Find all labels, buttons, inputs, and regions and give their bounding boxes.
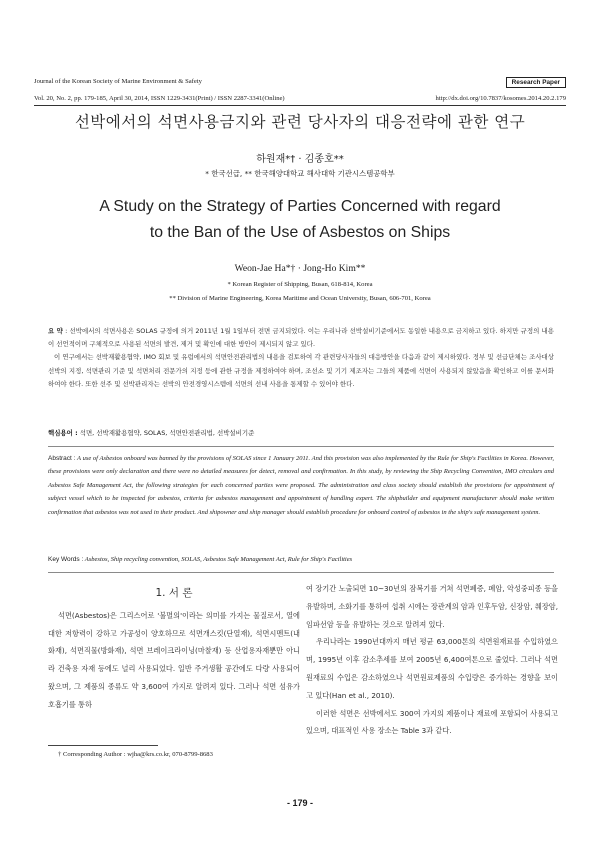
body-paragraph: 우리나라는 1990년대까지 매년 평균 63,000톤의 석면원재료를 수입하였으며, 1995년 이후 감소추세를 보여 2005년 6,400여톤으로 줄었다. 그러나 석면원재료의 수입은 감소하였으나 석면원료제품의 수입량은 증가하는 경향을 보이고 있다(Han et al., 2010). <box>306 637 558 700</box>
korean-authors: 하원재*† · 김종호** <box>256 154 344 165</box>
article-type-badge: Research Paper <box>506 77 566 88</box>
header-divider <box>34 105 566 106</box>
footnote-divider <box>48 745 158 746</box>
korean-keywords-label: 핵심용어 : <box>48 429 78 437</box>
body-paragraph: 이러한 석면은 선박에서도 300여 가지의 제품이나 재료에 포함되어 사용되고 있으며, 대표적인 사용 장소는 Table 3과 같다. <box>306 708 558 736</box>
keywords-divider <box>48 572 554 573</box>
korean-keywords <box>48 428 554 437</box>
english-title-line-2: to the Ban of the Use of Asbestos on Ships <box>149 224 451 241</box>
body-column-right <box>306 580 558 740</box>
journal-name: Journal of the Korean Society of Marine Environment & Safety <box>34 78 202 85</box>
body-paragraph: 여 장기간 노출되면 10~30년의 잠복기를 거쳐 석면폐증, 폐암, 악성중피종 등을 유발하며, 소화기를 통하여 섭취 시에는 장관계의 암과 인후두암, 신장암, 췌장암, 임파선암 등을 유발하는 것으로 알려져 있다. <box>306 584 558 629</box>
korean-title: 선박에서의 석면사용금지와 관련 당사자의 대응전략에 관한 연구 <box>74 113 526 131</box>
english-authors: Weon-Jae Ha*† · Jong-Ho Kim** <box>234 263 366 274</box>
english-title-line-1: A Study on the Strategy of Parties Concerned with regard <box>99 198 501 215</box>
korean-abstract-para-1: : 선박에서의 석면사용은 SOLAS 규정에 의거 2011년 1월 1일부터 전면 금지되었다. 이는 우리나라 선박설비기준에서도 동일한 내용으로 금지하고 있다. 하지만 규정의 내용이 선언적이며 구체적으로 사용된 석면의 발견, 제거 및 확인에 대한 방안이 제시되지 않고 있다. <box>48 327 554 349</box>
english-title <box>0 194 600 246</box>
korean-affiliations: * 한국선급, ** 한국해양대학교 해사대학 기관시스템공학부 <box>205 169 395 178</box>
section-title-introduction: 1. 서 론 <box>155 587 193 599</box>
english-abstract-label: Abstract : <box>48 455 76 462</box>
korean-abstract-para-2: 이 연구에서는 선박재활용협약, IMO 회보 및 유럽에서의 석면안전관리법의 내용을 검토하여 각 관련당사자들의 대응방안을 다음과 같이 제시하였다. 정부 및 선급단체는 조사대상 선박의 지정, 석면관리 기준 및 석면처리 전문가의 지정 등에 관한 규정을 제정하여야 하며, 조선소 및 기기 제조자는 그들의 제품에 석면이 사용되지 않았음을 확인하고 이를 문서화하여야 한다. 또한 선주 및 선박관리자는 선박의 안전경영시스템에 석면의 선내 사용을 통제할 수 있어야 한다. <box>48 353 554 388</box>
korean-abstract-label: 요 약 <box>48 327 63 335</box>
english-affiliation-2: ** Division of Marine Engineering, Korea Maritime and Ocean University, Busan, 606-701, Korea <box>169 295 431 302</box>
korean-keywords-text: 석면, 선박재활용협약, SOLAS, 석면안전관리법, 선박설비기준 <box>77 429 255 437</box>
journal-citation: Vol. 20, No. 2, pp. 179-185, April 30, 2014, ISSN 1229-3431(Print) / ISSN 2287-3341(Online) <box>34 95 285 102</box>
doi-link[interactable]: http://dx.doi.org/10.7837/kosomes.2014.20.2.179 <box>435 95 566 102</box>
english-affiliation-1: * Korean Register of Shipping, Busan, 618-814, Korea <box>227 281 373 288</box>
abstract-divider <box>48 446 554 447</box>
english-abstract <box>48 452 554 519</box>
english-keywords <box>48 556 554 563</box>
body-column-left <box>48 585 300 714</box>
korean-abstract <box>48 325 554 391</box>
english-keywords-text: Asbestos, Ship recycling convention, SOLAS, Asbestos Safe Management Act, Rule for Ship's Facilities <box>83 556 353 563</box>
page-number: - 179 - <box>286 798 313 808</box>
english-keywords-label: Key Words : <box>48 556 84 563</box>
body-paragraph: 석면(Asbestos)은 그리스어로 '불멸의'이라는 의미를 가지는 물질로서, 열에 대한 저항력이 강하고 가공성이 양호하므로 석면개스킷(단열재), 석면시멘트(내화재), 석면직물(방화재), 석면 브레이크라이닝(마찰재) 등 산업용자재뿐만 아니라 건축용 자재 등에도 널리 사용되었다. 일반 주거생활 공간에도 다량 사용되어 왔으며, 그 제품의 종류도 약 3,600여 가지로 알려져 있다. 그러나 석면 섬유가 호흡기를 통하 <box>48 610 300 709</box>
english-abstract-text: A use of Asbestos onboard was banned by the provisions of SOLAS since 1 January 2011. And this provision was also implemented by the Rule for Ship's Facilities in Korea. However, these provisions were only declaration and there were no detailed measures for detect, removal and confirmation. In this study, by reviewing the Ship Recycling Convention, IMO circulars and Asbestos Safe Management Act, the following strategies for each concerned parties were proposed. The administration and class society should establish the provisions for appointment of subject vessel which to be inspected for asbestos, criteria for asbestos management and appointment of handling expert. The shipbuilder and equipment manufacturer should make written confirmation that asbestos was not used in their product. And shipowner and ship manager should establish procedure for onboard control of asbestos in the ship's safe management system. <box>48 455 554 516</box>
corresponding-author-footnote: † Corresponding Author : wjha@krs.co.kr, 070-8799-8683 <box>58 751 213 758</box>
